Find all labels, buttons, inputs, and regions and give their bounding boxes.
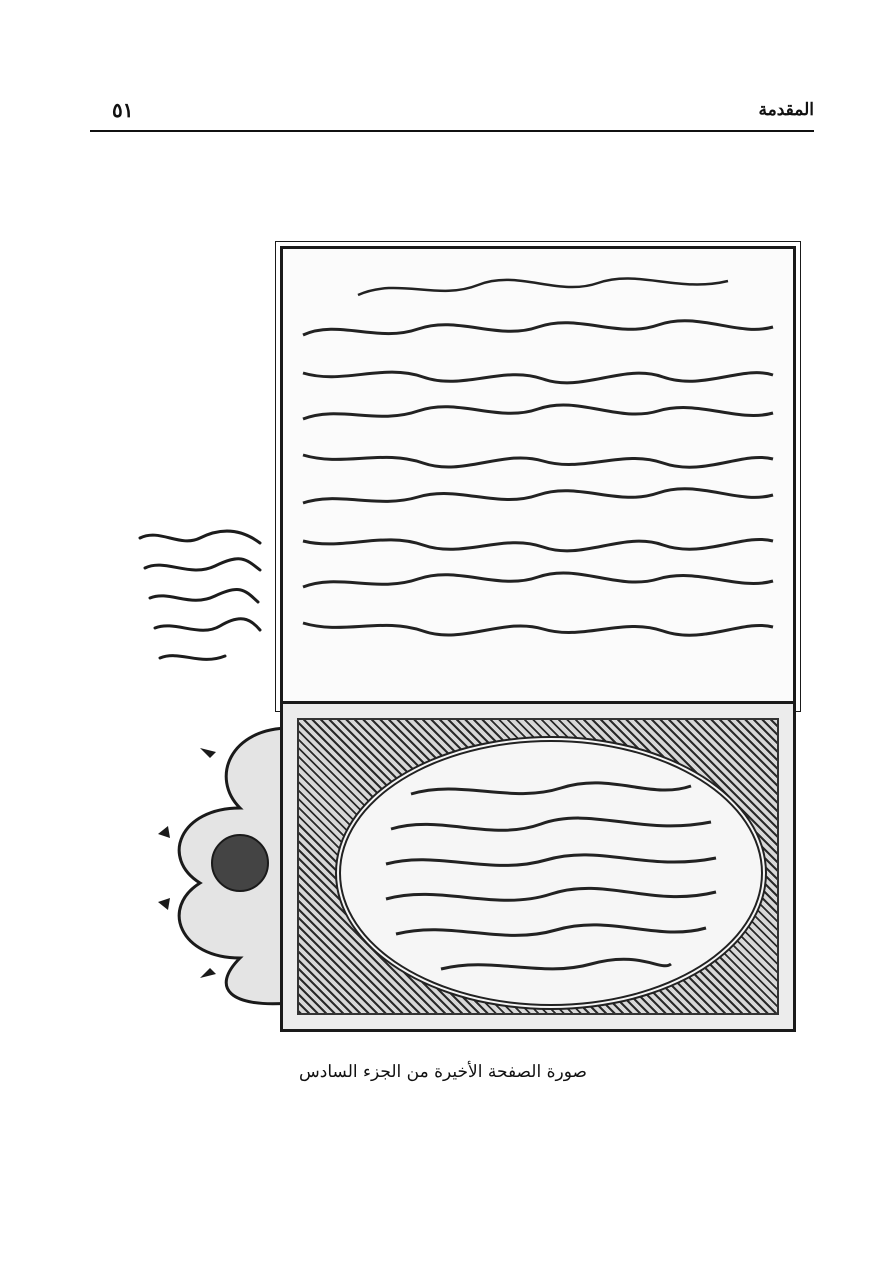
decorative-lobes xyxy=(140,718,290,1008)
manuscript-line xyxy=(297,477,779,519)
figure-caption: صورة الصفحة الأخيرة من الجزء السادس xyxy=(299,1062,587,1082)
manuscript-line xyxy=(297,561,779,603)
manuscript-text-panel xyxy=(280,246,796,707)
colophon-medallion xyxy=(335,736,767,1010)
page-header xyxy=(90,96,814,132)
manuscript-line xyxy=(297,519,779,561)
manuscript-line xyxy=(297,603,779,645)
chapter-title: المقدمة xyxy=(758,100,814,120)
manuscript-line xyxy=(297,351,779,393)
manuscript-line xyxy=(297,435,779,477)
header-rule xyxy=(90,130,814,132)
manuscript-image xyxy=(120,238,800,1038)
manuscript-line xyxy=(297,267,779,309)
manuscript-line xyxy=(297,393,779,435)
page-number: ٥١ xyxy=(112,98,134,122)
illuminated-colophon xyxy=(280,701,796,1032)
marginal-note xyxy=(120,498,270,698)
manuscript-line xyxy=(297,309,779,351)
